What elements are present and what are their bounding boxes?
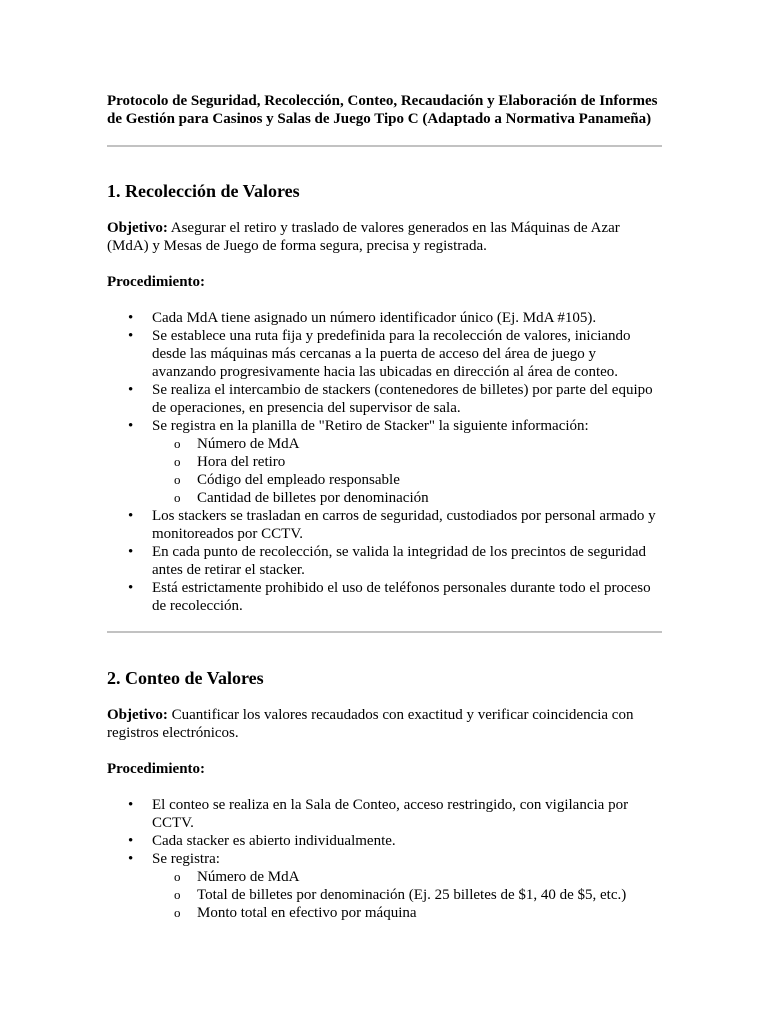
sub-list-item-text: Número de MdA	[197, 436, 300, 452]
list-item-text: Se registra:	[152, 851, 220, 867]
sub-list-item-text: Número de MdA	[197, 869, 300, 885]
bullet-icon: •	[128, 833, 134, 849]
list-item	[107, 327, 663, 381]
sub-list-item	[152, 904, 663, 922]
list-item-text: Cada MdA tiene asignado un número identificador único (Ej. MdA #105).	[152, 310, 597, 326]
list-item-text: Los stackers se trasladan en carros de seguridad, custodiados por personal armado y monitoreados por CCTV.	[152, 508, 656, 542]
list-item-text: Está estrictamente prohibido el uso de teléfonos personales durante todo el proceso de recolección.	[152, 580, 651, 614]
list-item	[107, 417, 663, 507]
list-item	[107, 381, 663, 417]
bullet-icon: •	[128, 382, 134, 398]
circle-bullet-icon: o	[174, 472, 181, 487]
procedure-label: Procedimiento:	[107, 274, 206, 290]
retiro-stacker-fields-list	[152, 435, 663, 507]
objective-text: Cuantificar los valores recaudados con exactitud y verificar coincidencia con registros electrónicos.	[107, 707, 634, 741]
bullet-icon: •	[128, 797, 134, 813]
document-title: Protocolo de Seguridad, Recolección, Conteo, Recaudación y Elaboración de Informes de Gestión para Casinos y Salas de Juego Tipo C (Adaptado a Normativa Panameña)	[107, 93, 658, 127]
circle-bullet-icon: o	[174, 436, 181, 451]
list-item	[107, 543, 663, 579]
list-item	[107, 832, 663, 850]
bullet-icon: •	[128, 580, 134, 596]
procedure-label: Procedimiento:	[107, 761, 206, 777]
conteo-fields-list	[152, 868, 663, 922]
list-item-text: Se establece una ruta fija y predefinida para la recolección de valores, iniciando desde las máquinas más cercanas a la puerta de acceso del área de juego y avanzando progresivamente hacia las ubicadas en dirección al área de conteo.	[152, 328, 631, 380]
sub-list-item	[152, 886, 663, 904]
sub-list-item	[152, 435, 663, 453]
sub-list-item-text: Código del empleado responsable	[197, 472, 400, 488]
section-1-procedure-label	[107, 273, 663, 291]
sub-list-item	[152, 471, 663, 489]
circle-bullet-icon: o	[174, 905, 181, 920]
sub-list-item-text: Hora del retiro	[197, 454, 286, 470]
bullet-icon: •	[128, 328, 134, 344]
circle-bullet-icon: o	[174, 887, 181, 902]
list-item	[107, 850, 663, 922]
list-item-text: En cada punto de recolección, se valida la integridad de los precintos de seguridad antes de retirar el stacker.	[152, 544, 646, 578]
circle-bullet-icon: o	[174, 490, 181, 505]
list-item	[107, 309, 663, 327]
section-1-objective	[107, 219, 663, 255]
sub-list-item	[152, 868, 663, 886]
circle-bullet-icon: o	[174, 454, 181, 469]
list-item-text: Se registra en la planilla de "Retiro de Stacker" la siguiente información:	[152, 418, 589, 434]
list-item-text: Se realiza el intercambio de stackers (contenedores de billetes) por parte del equipo de operaciones, en presencia del supervisor de sala.	[152, 382, 653, 416]
section-2-heading: 2. Conteo de Valores	[107, 668, 264, 688]
objective-label: Objetivo:	[107, 220, 168, 236]
bullet-icon: •	[128, 508, 134, 524]
sub-list-item	[152, 489, 663, 507]
circle-bullet-icon: o	[174, 869, 181, 884]
section-1-heading: 1. Recolección de Valores	[107, 181, 300, 201]
bullet-icon: •	[128, 418, 134, 434]
list-item	[107, 507, 663, 543]
list-item-text: Cada stacker es abierto individualmente.	[152, 833, 396, 849]
list-item	[107, 579, 663, 615]
objective-label: Objetivo:	[107, 707, 168, 723]
sub-list-item-text: Total de billetes por denominación (Ej. 25 billetes de $1, 40 de $5, etc.)	[197, 887, 627, 903]
bullet-icon: •	[128, 851, 134, 867]
section-2-procedure-label	[107, 760, 663, 778]
bullet-icon: •	[128, 544, 134, 560]
bullet-icon: •	[128, 310, 134, 326]
section-2-procedure-list	[107, 796, 663, 922]
list-item-text: El conteo se realiza en la Sala de Conteo, acceso restringido, con vigilancia por CCTV.	[152, 797, 629, 831]
sub-list-item	[152, 453, 663, 471]
sub-list-item-text: Cantidad de billetes por denominación	[197, 490, 429, 506]
horizontal-rule	[107, 145, 662, 147]
sub-list-item-text: Monto total en efectivo por máquina	[197, 905, 417, 921]
section-1-procedure-list	[107, 309, 663, 615]
list-item	[107, 796, 663, 832]
objective-text: Asegurar el retiro y traslado de valores generados en las Máquinas de Azar (MdA) y Mesas de Juego de forma segura, precisa y registrada.	[107, 220, 620, 254]
horizontal-rule	[107, 631, 662, 633]
section-2-objective	[107, 706, 663, 742]
